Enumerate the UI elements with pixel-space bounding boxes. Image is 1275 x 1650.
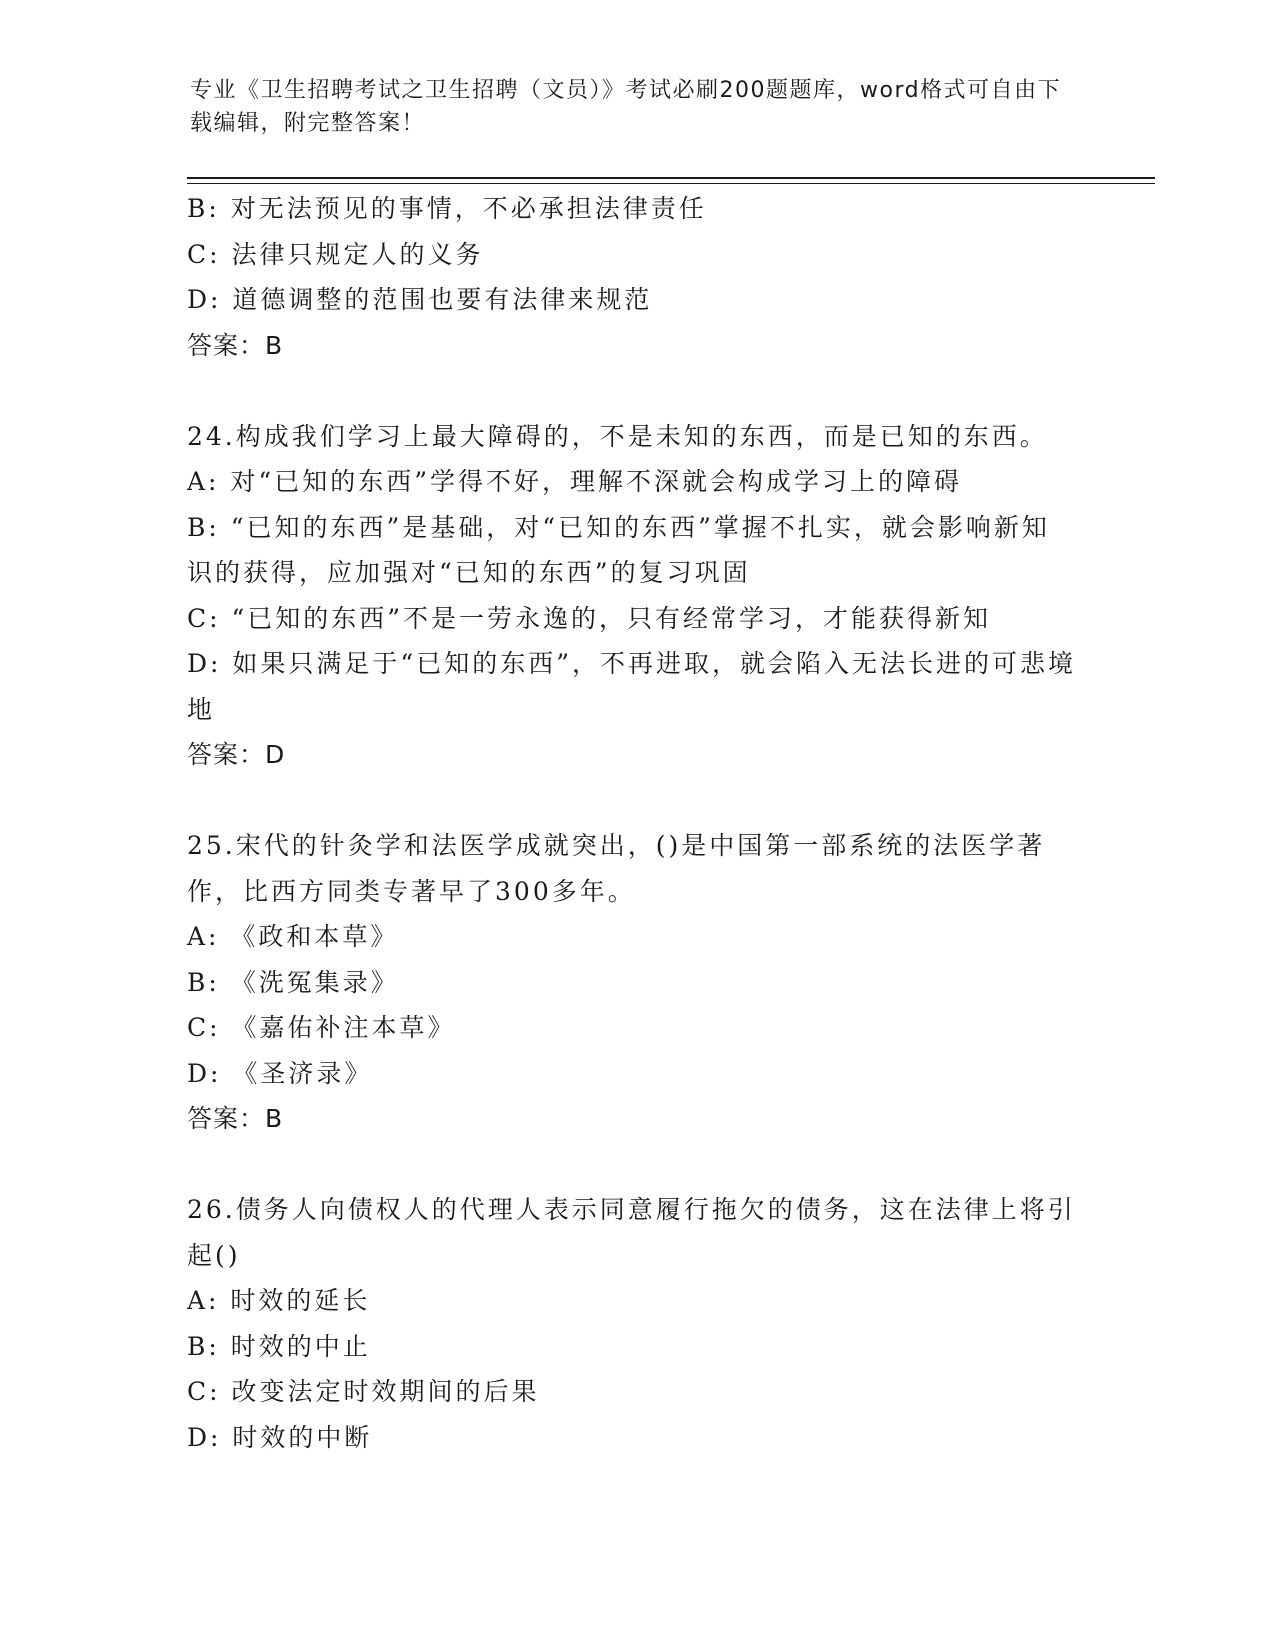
spacer <box>187 778 1077 824</box>
header-rule-thick <box>187 177 1155 179</box>
question-23-continued <box>187 186 1077 368</box>
question-24 <box>187 414 1077 778</box>
option-d: D: 《圣济录》 <box>187 1058 373 1088</box>
option-b: B: 对无法预见的事情，不必承担法律责任 <box>187 194 707 223</box>
option-a: A: 对“已知的东西”学得不好，理解不深就会构成学习上的障碍 <box>187 467 962 496</box>
question-26 <box>187 1187 1077 1460</box>
document-header: 专业《卫生招聘考试之卫生招聘（文员）》考试必刷200题题库，word格式可自由下载编辑，附完整答案！ <box>190 78 1062 136</box>
option-d: D: 时效的中断 <box>187 1422 373 1452</box>
option-b: B: 《洗冤集录》 <box>187 967 399 997</box>
option-d: D: 如果只满足于“已知的东西”，不再进取，就会陷入无法长进的可悲境地 <box>187 649 1076 724</box>
option-b: B: 时效的中止 <box>187 1331 371 1361</box>
document-content <box>187 186 1077 1460</box>
header-rule-thin <box>187 183 1155 184</box>
option-c: C: 改变法定时效期间的后果 <box>187 1377 540 1406</box>
option-c: C: 《嘉佑补注本草》 <box>187 1013 456 1042</box>
question-stem: 25.宋代的针灸学和法医学成就突出，()是中国第一部系统的法医学著作，比西方同类专著早了300多年。 <box>187 831 1046 906</box>
option-c: C: “已知的东西”不是一劳永逸的，只有经常学习，才能获得新知 <box>187 603 992 633</box>
option-c: C: 法律只规定人的义务 <box>187 239 484 269</box>
option-a: A: 时效的延长 <box>187 1286 371 1315</box>
spacer <box>187 1142 1077 1188</box>
answer-label: 答案：B <box>187 330 284 360</box>
question-stem: 24.构成我们学习上最大障碍的，不是未知的东西，而是已知的东西。 <box>187 421 1048 451</box>
question-stem: 26.债务人向债权人的代理人表示同意履行拖欠的债务，这在法律上将引起() <box>187 1195 1076 1270</box>
answer-label: 答案：B <box>187 1104 284 1133</box>
option-b: B: “已知的东西”是基础，对“已知的东西”掌握不扎实，就会影响新知识的获得，应加强对“已知的东西”的复习巩固 <box>187 512 1050 587</box>
option-d: D: 道德调整的范围也要有法律来规范 <box>187 285 653 314</box>
spacer <box>187 368 1077 414</box>
question-25 <box>187 823 1077 1142</box>
option-a: A: 《政和本草》 <box>187 922 399 951</box>
answer-label: 答案：D <box>187 740 286 769</box>
